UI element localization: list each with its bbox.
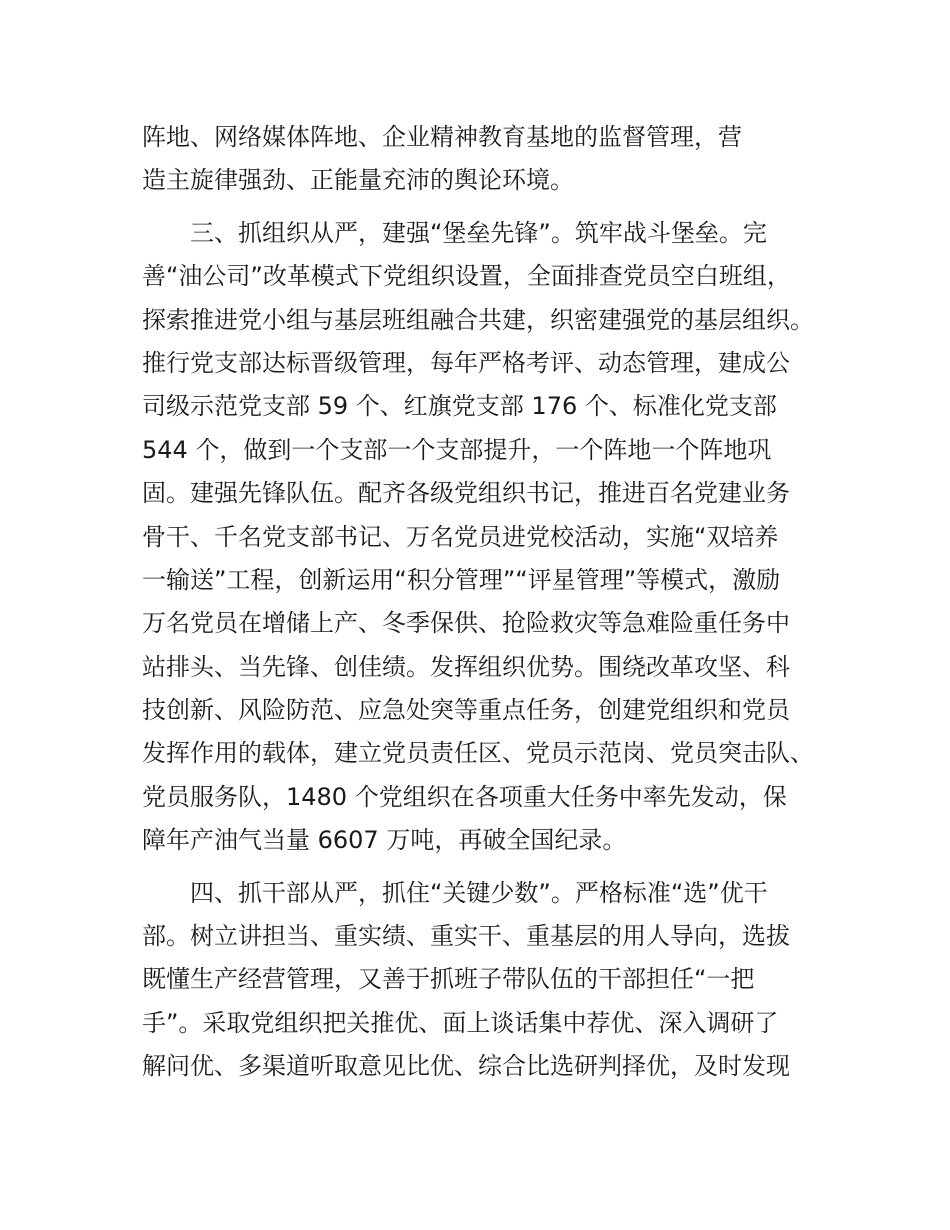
text-line: 阵地、网络媒体阵地、企业精神教育基地的监督管理，营 — [142, 123, 742, 151]
text-line: 既懂生产经营管理，又善于抓班子带队伍的干部担任“一把 — [142, 965, 755, 994]
text-line: 骨干、千名党支部书记、万名党员进党校活动，实施“双培养 — [142, 522, 779, 551]
text-line: 技创新、风险防范、应急处突等重点任务，创建党组织和党员 — [142, 696, 790, 725]
text-line: 发挥作用的载体，建立党员责任区、党员示范岗、党员突击队、 — [142, 739, 814, 768]
text-line: 探索推进党小组与基层班组融合共建，织密建强党的基层组织。 — [142, 305, 814, 334]
text-line: 障年产油气当量 6607 万吨，再破全国纪录。 — [142, 826, 627, 855]
paragraph-1 — [142, 116, 808, 203]
text-line: 善“油公司”改革模式下党组织设置，全面排查党员空白班组， — [142, 262, 791, 291]
text-line: 万名党员在增储上产、冬季保供、抢险救灾等急难险重任务中 — [142, 609, 790, 638]
text-line: 手”。采取党组织把关推优、面上谈话集中荐优、深入调研了 — [142, 1008, 779, 1037]
text-line: 站排头、当先锋、创佳绩。发挥组织优势。围绕改革攻坚、科 — [142, 652, 790, 681]
text-line: 解问优、多渠道听取意见比优、综合比选研判择优，及时发现 — [142, 1052, 790, 1081]
text-line: 推行党支部达标晋级管理，每年严格考评、动态管理，建成公 — [142, 348, 790, 377]
text-line: 造主旋律强劲、正能量充沛的舆论环境。 — [142, 166, 574, 195]
text-line: 544 个，做到一个支部一个支部提升，一个阵地一个阵地巩 — [142, 435, 772, 464]
text-line: 司级示范党支部 59 个、红旗党支部 176 个、标准化党支部 — [142, 392, 777, 421]
text-line: 一输送”工程，创新运用“积分管理”“评星管理”等模式，激励 — [142, 565, 781, 594]
text-line: 固。建强先锋队伍。配齐各级党组织书记，推进百名党建业务 — [142, 479, 790, 508]
text-line: 四、抓干部从严，抓住“关键少数”。严格标准“选”优干 — [190, 878, 768, 907]
text-line: 党员服务队，1480 个党组织在各项重大任务中率先发动，保 — [142, 782, 787, 811]
document-body — [142, 116, 814, 1089]
paragraph-2 — [142, 212, 814, 863]
text-line: 三、抓组织从严，建强“堡垒先锋”。筑牢战斗堡垒。完 — [190, 218, 767, 247]
text-line: 部。树立讲担当、重实绩、重实干、重基层的用人导向，选拔 — [142, 922, 790, 951]
paragraph-3 — [142, 872, 808, 1089]
